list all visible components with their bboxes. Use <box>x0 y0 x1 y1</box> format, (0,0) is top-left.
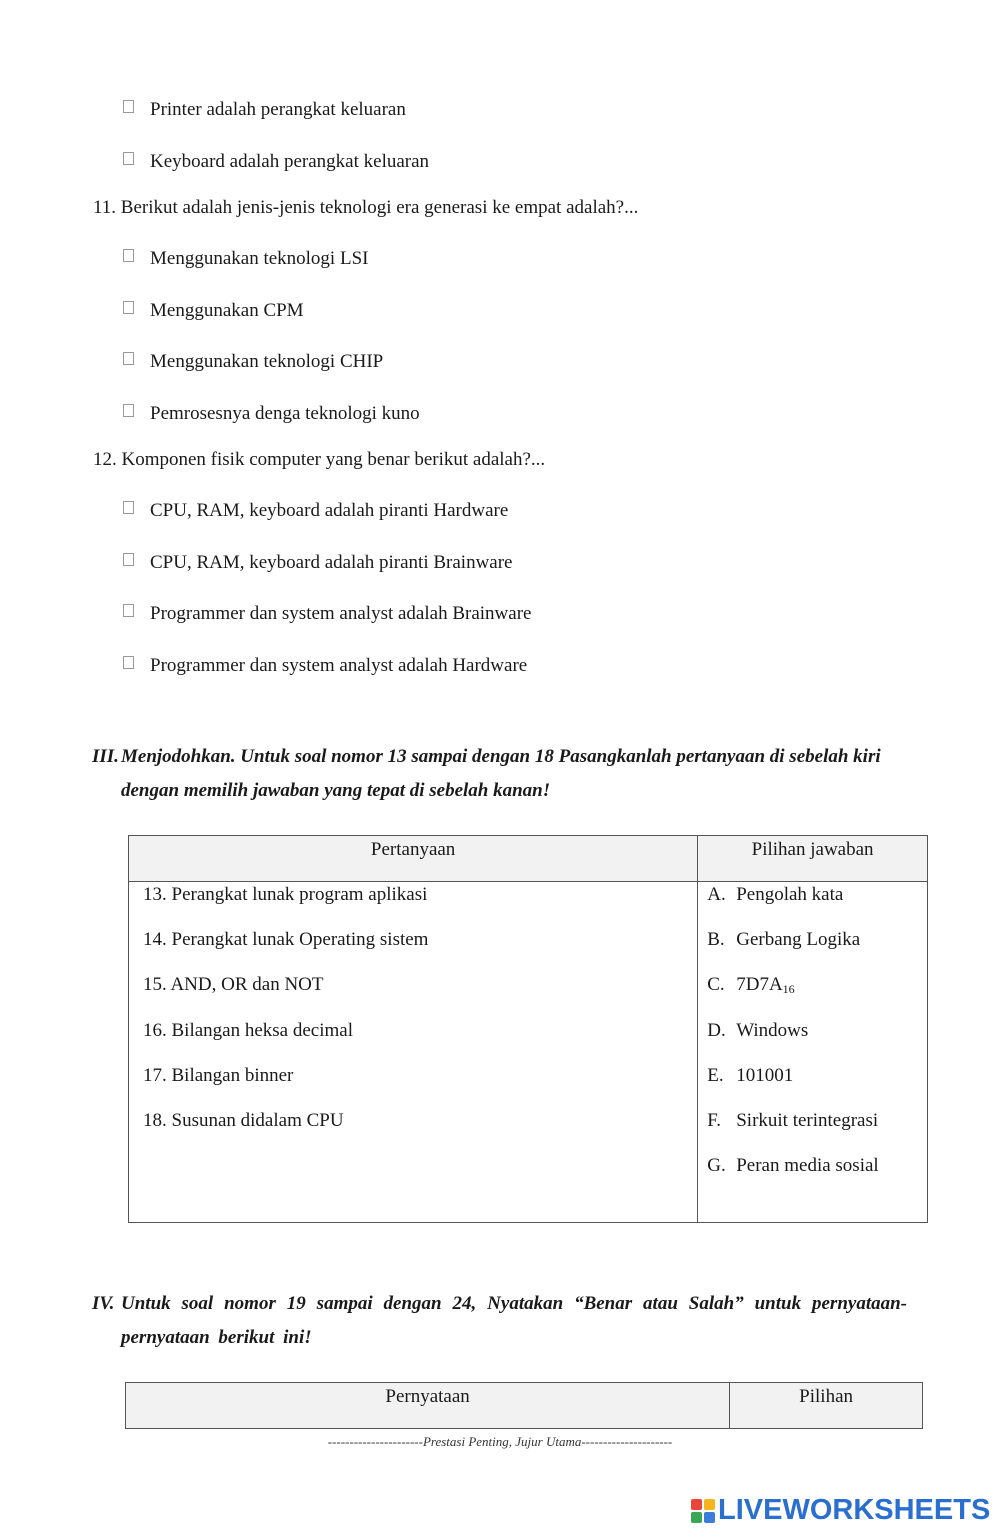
option-label: Programmer dan system analyst adalah Brainware <box>150 603 532 624</box>
column-header-statements: Pernyataan <box>126 1383 730 1429</box>
checkbox[interactable] <box>123 100 134 113</box>
section-4-heading <box>92 1287 912 1357</box>
answer-option <box>707 1153 927 1198</box>
option-label: CPU, RAM, keyboard adalah piranti Brainware <box>150 552 513 573</box>
option-row[interactable] <box>123 246 368 272</box>
option-label: Pemrosesnya denga teknologi kuno <box>150 403 420 424</box>
checkbox[interactable] <box>123 404 134 417</box>
checkbox[interactable] <box>123 656 134 669</box>
column-header-answers: Pilihan jawaban <box>698 836 928 882</box>
answer-subscript: 16 <box>782 982 795 997</box>
logo-square <box>691 1512 702 1523</box>
section-number: IV. <box>92 1293 115 1314</box>
matching-table <box>128 835 928 1223</box>
column-header-questions: Pertanyaan <box>129 836 698 882</box>
option-row[interactable] <box>123 97 406 123</box>
checkbox[interactable] <box>123 301 134 314</box>
option-row[interactable] <box>123 601 531 627</box>
option-label: Keyboard adalah perangkat keluaran <box>150 151 430 172</box>
list-item: 14. Perangkat lunak Operating sistem <box>143 929 429 951</box>
logo-square <box>704 1499 715 1510</box>
option-row[interactable] <box>123 498 508 524</box>
logo-square <box>704 1512 715 1523</box>
answer-option <box>707 1018 927 1063</box>
answer-text: Windows <box>736 1019 809 1041</box>
option-row[interactable] <box>123 298 304 324</box>
checkbox[interactable] <box>123 249 134 262</box>
logo-text: LIVEWORKSHEETS <box>718 1494 991 1526</box>
option-row[interactable] <box>123 550 513 576</box>
option-label: CPU, RAM, keyboard adalah piranti Hardware <box>150 500 509 521</box>
list-item: 13. Perangkat lunak program aplikasi <box>143 884 428 905</box>
answer-text: Gerbang Logika <box>736 929 861 951</box>
option-row[interactable] <box>123 401 420 427</box>
list-item: 15. AND, OR dan NOT <box>143 974 324 996</box>
list-item: 18. Susunan didalam CPU <box>143 1109 344 1131</box>
option-row[interactable] <box>123 149 429 175</box>
logo-icon <box>691 1499 715 1523</box>
true-false-table <box>125 1382 923 1429</box>
checkbox[interactable] <box>123 604 134 617</box>
checkbox[interactable] <box>123 553 134 566</box>
liveworksheets-logo <box>691 1494 990 1527</box>
answer-option <box>707 972 927 1017</box>
answer-letter: C. <box>707 974 725 996</box>
option-label: Menggunakan CPM <box>150 300 304 321</box>
checkbox[interactable] <box>123 501 134 514</box>
list-item: 17. Bilangan binner <box>143 1064 294 1086</box>
section-instruction: Untuk soal nomor 19 sampai dengan 24, Nyatakan “Benar atau Salah” untuk pernyataan-pernyataan berikut ini! <box>121 1293 907 1348</box>
answer-letter: A. <box>707 884 726 905</box>
checkbox[interactable] <box>123 152 134 165</box>
answer-text: Pengolah kata <box>736 884 844 905</box>
section-instruction: Menjodohkan. Untuk soal nomor 13 sampai dengan 18 Pasangkanlah pertanyaan di sebelah kiri dengan memilih jawaban yang tepat di sebelah kanan! <box>121 746 881 801</box>
answer-option <box>707 927 927 972</box>
checkbox[interactable] <box>123 352 134 365</box>
answer-letter: B. <box>707 929 725 951</box>
section-3-heading <box>92 740 912 810</box>
column-header-choice: Pilihan <box>730 1383 923 1429</box>
questions-cell <box>129 882 698 1223</box>
answer-letter: G. <box>707 1155 726 1177</box>
answer-letter: F. <box>707 1109 722 1131</box>
answer-text: 101001 <box>736 1064 794 1086</box>
option-label: Programmer dan system analyst adalah Hardware <box>150 655 528 676</box>
answer-text: 7D7A <box>736 974 783 996</box>
answer-text: Peran media sosial <box>736 1155 879 1177</box>
answers-cell <box>698 882 928 1223</box>
answer-text: Sirkuit terintegrasi <box>736 1109 879 1131</box>
section-number: III. <box>92 746 119 767</box>
option-row[interactable] <box>123 653 527 679</box>
option-row[interactable] <box>123 349 383 375</box>
option-label: Printer adalah perangkat keluaran <box>150 99 406 120</box>
page-footer: ----------------------Prestasi Penting, Jujur Utama--------------------- <box>327 1434 673 1449</box>
answer-option <box>707 1063 927 1108</box>
answer-option <box>707 1108 927 1153</box>
answer-letter: D. <box>707 1019 726 1041</box>
answer-letter: E. <box>707 1064 724 1086</box>
answer-option <box>707 882 927 927</box>
question-11: 11. Berikut adalah jenis-jenis teknologi era generasi ke empat adalah?... <box>93 197 639 218</box>
option-label: Menggunakan teknologi CHIP <box>150 351 384 372</box>
logo-square <box>691 1499 702 1510</box>
option-label: Menggunakan teknologi LSI <box>150 248 369 269</box>
list-item: 16. Bilangan heksa decimal <box>143 1019 353 1041</box>
question-12: 12. Komponen fisik computer yang benar berikut adalah?... <box>93 449 546 470</box>
